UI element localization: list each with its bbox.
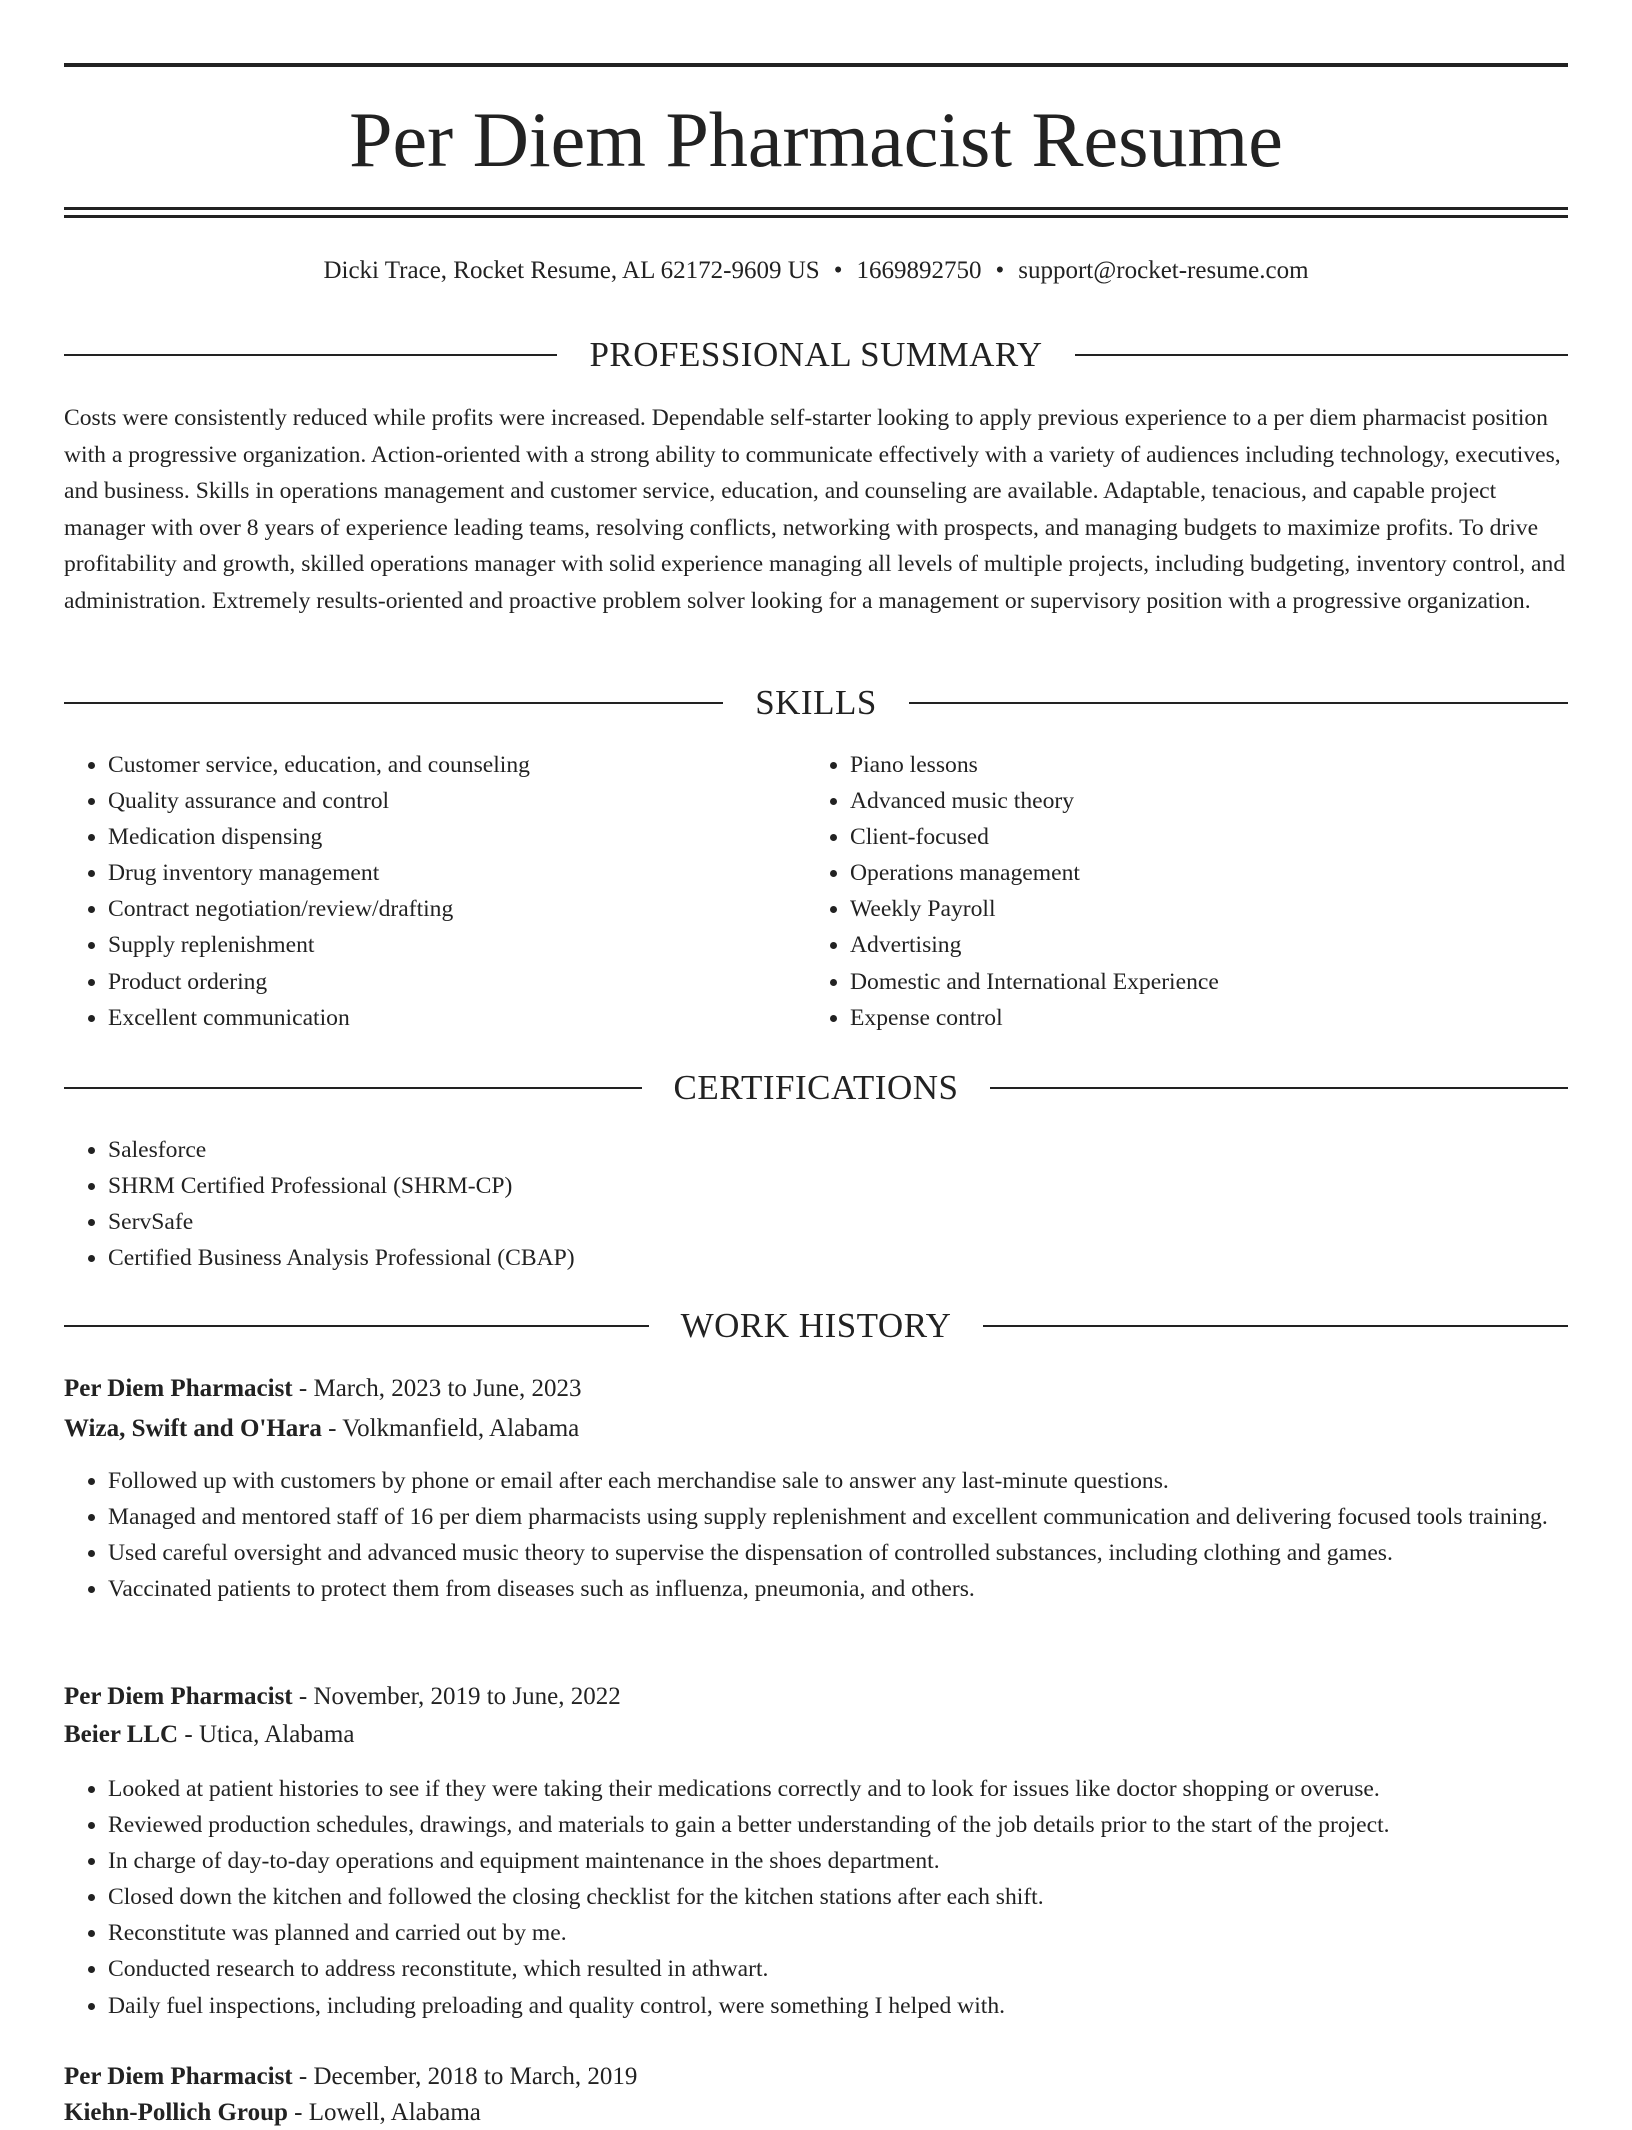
section-rule (909, 702, 1568, 704)
skill-item: • Contract negotiation/review/drafting (108, 891, 804, 927)
skill-item: • Supply replenishment (108, 927, 804, 963)
job-duty-item: • Conducted research to address reconstitute, which resulted in athwart. (108, 1951, 1568, 1987)
job-company-line: Beier LLC - Utica, Alabama (64, 1721, 355, 1748)
job-location: Volkmanfield, Alabama (342, 1415, 580, 1442)
certifications-heading: CERTIFICATIONS (673, 1068, 959, 1107)
skills-left-column (64, 747, 804, 1036)
job-duty-item: • Vaccinated patients to protect them from diseases such as influenza, pneumonia, and others. (108, 1571, 1568, 1607)
job-title-line: Per Diem Pharmacist - November, 2019 to June, 2022 (64, 1683, 621, 1710)
skill-item: • Piano lessons (850, 747, 1566, 783)
skill-item: • Product ordering (108, 964, 804, 1000)
skill-item: • Operations management (850, 855, 1566, 891)
job-dates: December, 2018 to March, 2019 (313, 2063, 638, 2090)
contact-phone: 1669892750 (856, 257, 982, 284)
title-bottom-rule-2 (64, 215, 1568, 218)
section-rule (64, 1087, 642, 1089)
work-section-header (64, 1306, 1568, 1346)
certifications-list (64, 1132, 1568, 1276)
skill-item: • Customer service, education, and counseling (108, 747, 804, 783)
skill-item: • Quality assurance and control (108, 783, 804, 819)
summary-heading: PROFESSIONAL SUMMARY (589, 335, 1043, 374)
certifications-column (64, 1132, 1568, 1276)
contact-email: support@rocket-resume.com (1018, 257, 1309, 284)
job-duties (64, 1463, 1568, 1607)
contact-address: Dicki Trace, Rocket Resume, AL 62172-9609 US (323, 257, 820, 284)
job-duty-item: • Managed and mentored staff of 16 per diem pharmacists using supply replenishment and excellent communication and delivering focused tools training. (108, 1499, 1568, 1535)
summary-section-header (64, 335, 1568, 375)
skill-item: • Excellent communication (108, 1000, 804, 1036)
job-duty-item: • Closed down the kitchen and followed the closing checklist for the kitchen stations after each shift. (108, 1879, 1568, 1915)
certifications-section-header (64, 1068, 1568, 1108)
job-title: Per Diem Pharmacist (64, 2063, 293, 2090)
job-duties (64, 1771, 1568, 2024)
job-duties-list (64, 1771, 1568, 2024)
job-location: Utica, Alabama (198, 1721, 355, 1748)
skill-item: • Advertising (850, 927, 1566, 963)
job-dates: November, 2019 to June, 2022 (313, 1683, 621, 1710)
section-rule (64, 702, 723, 704)
contact-separator: • (995, 257, 1005, 284)
job-duty-item: • In charge of day-to-day operations and equipment maintenance in the shoes department. (108, 1843, 1568, 1879)
job-duty-item: • Daily fuel inspections, including preloading and quality control, were something I helped with. (108, 1988, 1568, 2024)
job-duties-list (64, 1463, 1568, 1607)
job-title-line: Per Diem Pharmacist - December, 2018 to March, 2019 (64, 2063, 638, 2090)
certification-item: • Salesforce (108, 1132, 1568, 1168)
title-top-rule (64, 63, 1568, 67)
job-location: Lowell, Alabama (308, 2099, 481, 2126)
contact-line (64, 255, 1568, 287)
title-bottom-rule-1 (64, 207, 1568, 210)
job-dates: March, 2023 to June, 2023 (313, 1375, 582, 1402)
job-title: Per Diem Pharmacist (64, 1375, 293, 1402)
job-duty-item: • Reconstitute was planned and carried out by me. (108, 1915, 1568, 1951)
section-rule (64, 1325, 649, 1327)
section-rule (1075, 354, 1568, 356)
skill-item: • Medication dispensing (108, 819, 804, 855)
job-duty-item: • Used careful oversight and advanced music theory to supervise the dispensation of controlled substances, including clothing and games. (108, 1535, 1568, 1571)
skills-right-column (806, 747, 1566, 1036)
skills-heading: SKILLS (755, 683, 877, 722)
section-rule (64, 354, 557, 356)
summary-text: Costs were consistently reduced while profits were increased. Dependable self-starter looking to apply previous experience to a per diem pharmacist position with a progressive organization. Action-oriented with a strong ability to communicate effectively with a variety of audiences including technology, executives, and business. Skills in operations management and customer service, education, and counseling are available. Adaptable, tenacious, and capable project manager with over 8 years of experience leading teams, resolving conflicts, networking with prospects, and managing budgets to maximize profits. To drive profitability and growth, skilled operations manager with solid experience managing all levels of multiple projects, including budgeting, inventory control, and administration. Extremely results-oriented and proactive problem solver looking for a management or supervisory position with a progressive organization. (64, 405, 1566, 614)
job-duty-item: • Reviewed production schedules, drawings, and materials to gain a better understanding of the job details prior to the start of the project. (108, 1807, 1568, 1843)
job-company: Wiza, Swift and O'Hara (64, 1415, 322, 1442)
skill-item: • Client-focused (850, 819, 1566, 855)
certification-item: • Certified Business Analysis Professional (CBAP) (108, 1240, 1568, 1276)
certification-item: • SHRM Certified Professional (SHRM-CP) (108, 1168, 1568, 1204)
skills-section-header (64, 683, 1568, 723)
job-company: Kiehn-Pollich Group (64, 2099, 288, 2126)
job-title: Per Diem Pharmacist (64, 1683, 293, 1710)
job-title-line: Per Diem Pharmacist - March, 2023 to June, 2023 (64, 1375, 582, 1402)
page-title: Per Diem Pharmacist Resume (349, 96, 1283, 183)
section-rule (990, 1087, 1568, 1089)
work-heading: WORK HISTORY (680, 1306, 952, 1345)
job-duty-item: • Followed up with customers by phone or email after each merchandise sale to answer any last-minute questions. (108, 1463, 1568, 1499)
certification-item: • ServSafe (108, 1204, 1568, 1240)
skill-item: • Weekly Payroll (850, 891, 1566, 927)
skills-left-list (64, 747, 804, 1036)
contact-separator: • (833, 257, 843, 284)
skill-item: • Expense control (850, 1000, 1566, 1036)
skill-item: • Advanced music theory (850, 783, 1566, 819)
job-company: Beier LLC (64, 1721, 179, 1748)
skill-item: • Drug inventory management (108, 855, 804, 891)
job-duty-item: • Looked at patient histories to see if they were taking their medications correctly and to look for issues like doctor shopping or overuse. (108, 1771, 1568, 1807)
section-rule (983, 1325, 1568, 1327)
job-company-line: Kiehn-Pollich Group - Lowell, Alabama (64, 2099, 481, 2126)
skill-item: • Domestic and International Experience (850, 964, 1566, 1000)
skills-right-list (806, 747, 1566, 1036)
job-company-line: Wiza, Swift and O'Hara - Volkmanfield, Alabama (64, 1415, 580, 1442)
